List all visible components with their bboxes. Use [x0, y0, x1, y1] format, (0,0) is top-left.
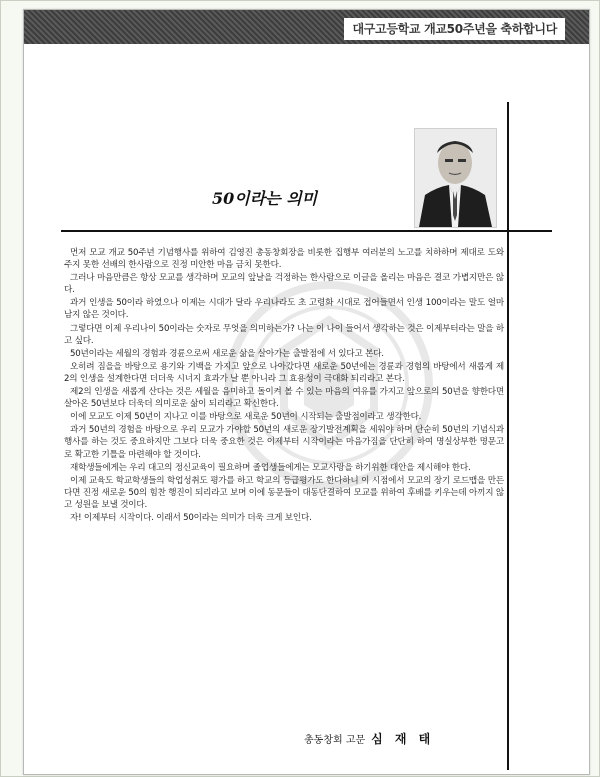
horizontal-rule — [61, 230, 552, 232]
paragraph: 재학생들에게는 우리 대고의 정신교육이 필요하며 졸업생들에게는 모교사랑을 하기위한 대안을 제시해야 한다. — [70, 462, 471, 473]
paragraph: 이제 교육도 학교학생들의 학업성취도 평가를 하고 학교의 등급평가도 한다하니 이 시점에서 모교의 장기 로드맵을 만든다면 진정 새로운 50의 힘찬 행진이 되리라고 보며 이에 동문들이 대동단결하여 모교를 위하여 후배를 키우는데 아끼지 않고 성원을 보낼 것이다. — [64, 475, 504, 510]
document-page — [23, 9, 590, 775]
author-photo — [414, 128, 497, 228]
paragraph: 오히려 짐을을 바탕으로 용기와 기백을 가지고 앞으로 나아갔다면 새로운 50년에는 경륜과 경험의 바탕에서 새롭게 제 2의 인생을 설계한다면 더더욱 시너지 효과가 날 뿐 아니라 그 효용성이 극대화 되리라고 본다. — [64, 361, 504, 384]
portrait-image — [415, 129, 496, 227]
signature-role: 총동창회 고문 — [304, 735, 366, 746]
paragraph: 그렇다면 이제 우리나이 50이라는 숫자로 무엇을 의미하는가? 나는 이 나이 들어서 생각하는 것은 이제부터라는 말을 하고 싶다. — [64, 323, 504, 346]
vertical-rule — [507, 102, 509, 770]
paragraph: 자! 이제부터 시작이다. 이래서 50이라는 의미가 더욱 크게 보인다. — [70, 512, 312, 523]
paragraph: 과거 50년의 경험을 바탕으로 우리 모교가 가야할 50년의 새로운 장기발전계획을 세워야 하며 단순히 50년의 기념식과 행사를 하는 것도 중요하지만 그보다 더욱 중요한 것은 이제부터 시작이라는 마음가짐을 단단히 하여 명실상부한 명문고로 확고한 기틀을 마련해야 할 것이다. — [64, 425, 504, 460]
paragraph: 이에 모교도 이제 50년이 지나고 이를 바탕으로 새로운 50년이 시작되는 출발점이라고 생각한다. — [70, 412, 422, 423]
header-label: 대구고등학교 개교50주년을 축하합니다 — [344, 18, 565, 40]
paragraph: 과거 인생을 50이라 하였으나 이제는 시대가 달라 우리나라도 초 고령화 시대로 접어들면서 인생 100이라는 말도 얼마 남지 않은 것이다. — [64, 298, 504, 321]
signature-name: 심 재 태 — [371, 732, 435, 746]
signature — [304, 730, 434, 747]
paragraph: 50년이라는 세월의 경험과 경륜으로써 새로운 삶을 살아가는 출발점에 서 있다고 본다. — [70, 348, 384, 359]
article-title: 50이라는 의미 — [212, 189, 318, 208]
paragraph: 그러나 마음만큼은 항상 모교를 생각하며 모교의 앞날을 걱정하는 한사람으로 이글을 올리는 마음은 결코 가볍지만은 않다. — [64, 273, 504, 296]
header-band — [24, 10, 589, 44]
article-body — [64, 247, 504, 525]
paragraph: 제2의 인생을 새롭게 산다는 것은 세월을 음미하고 돌이켜 볼 수 있는 마음의 여유를 가지고 앞으로의 50년을 향한다면 살아온 50년보다 더욱더 의미로운 삶이 되리라고 확신한다. — [64, 387, 504, 410]
paragraph: 먼저 모교 개교 50주년 기념행사를 위하여 김영진 총동창회장을 비롯한 집행부 여러분의 노고를 치하하며 제대로 도와주지 못한 선배의 한사람으로 진정 미안한 마음 금치 못한다. — [64, 248, 504, 271]
